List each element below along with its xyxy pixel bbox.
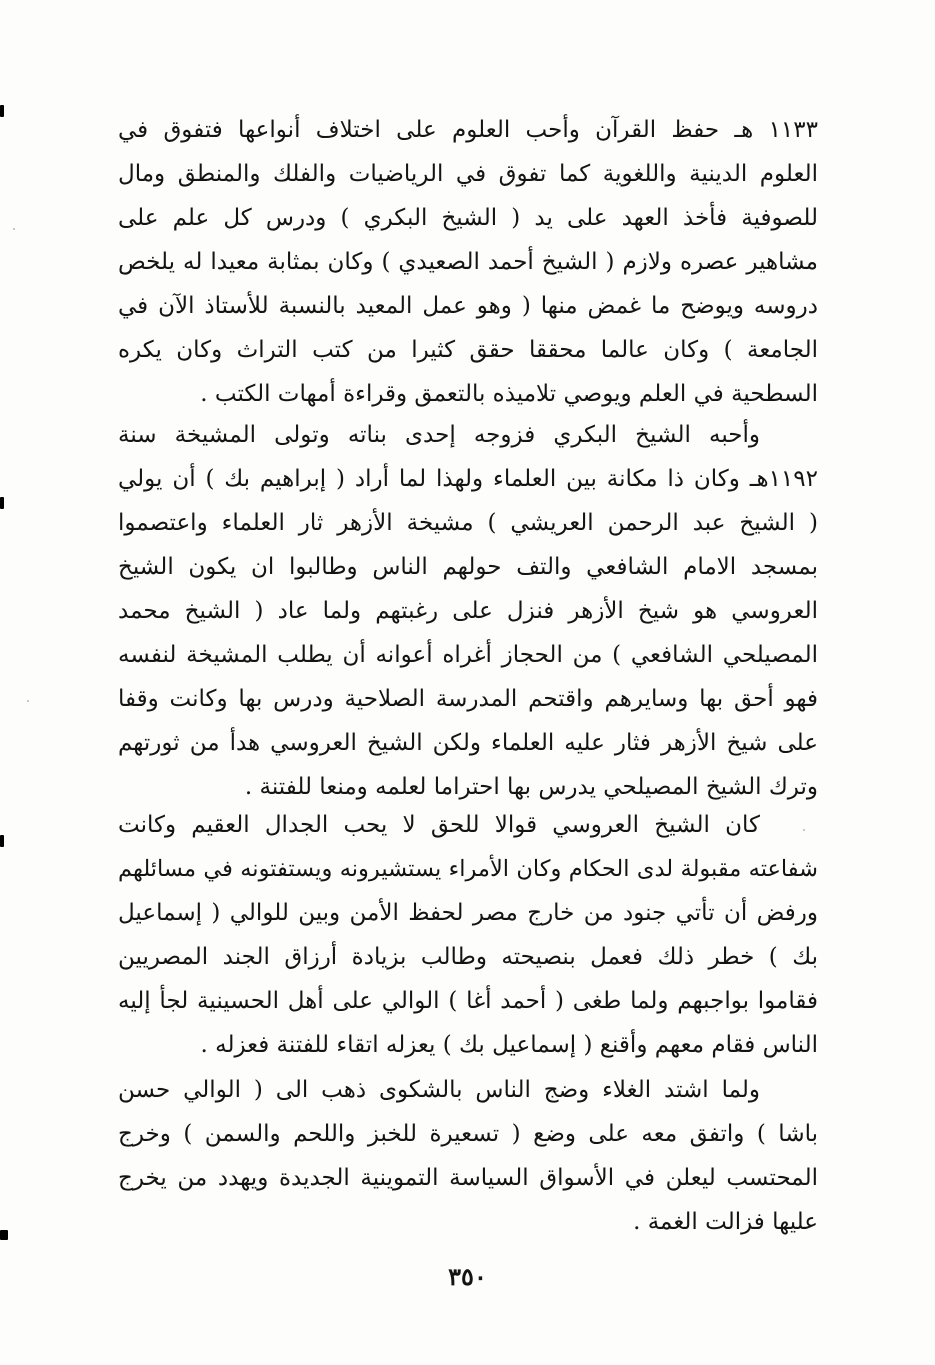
text-line: السطحية في العلم ويوصي تلاميذه بالتعمق وقراءة أمهات الكتب . — [200, 381, 818, 407]
text-line: دروسه ويوضح ما غمض منها ( وهو عمل المعيد بالنسبة للأستاذ الآن في — [118, 293, 818, 319]
edge-mark — [0, 835, 4, 847]
paragraph-1 — [118, 108, 818, 416]
text-line: وترك الشيخ المصيلحي يدرس بها احتراما لعلمه ومنعا للفتنة . — [244, 774, 818, 800]
text-line: العروسي هو شيخ الأزهر فنزل على رغبتهم ولما عاد ( الشيخ محمد — [118, 598, 818, 624]
paragraph-4 — [118, 1068, 818, 1244]
scan-speck — [13, 228, 15, 230]
text-line: المحتسب ليعلن في الأسواق السياسة التموينية الجديدة ويهدد من يخرج — [118, 1165, 818, 1191]
scan-speck — [27, 700, 29, 702]
edge-mark — [0, 497, 4, 509]
text-line: عليها فزالت الغمة . — [633, 1209, 818, 1235]
text-line: ١١٩٢هـ وكان ذا مكانة بين العلماء ولهذا لما أراد ( إبراهيم بك ) أن يولي — [118, 466, 818, 492]
text-line: بمسجد الامام الشافعي والتف حولهم الناس وطالبوا ان يكون الشيخ — [118, 554, 818, 580]
text-line: الناس فقام معهم وأقنع ( إسماعيل بك ) يعزله اتقاء للفتنة فعزله . — [200, 1032, 818, 1058]
paragraph-3 — [118, 803, 818, 1067]
text-line: للصوفية فأخذ العهد على يد ( الشيخ البكري ) ودرس كل علم على — [118, 205, 818, 231]
text-line: باشا ) واتفق معه على وضع ( تسعيرة للخبز واللحم والسمن ) وخرج — [118, 1121, 818, 1147]
edge-mark — [0, 1230, 8, 1240]
text-line: العلوم الدينية واللغوية كما تفوق في الرياضيات والفلك والمنطق ومال — [118, 161, 818, 187]
text-line: مشاهير عصره ولازم ( الشيخ أحمد الصعيدي ) وكان بمثابة معيدا له يلخص — [118, 249, 818, 275]
text-line: ولما اشتد الغلاء وضج الناس بالشكوى ذهب الى ( الوالي حسن — [118, 1077, 760, 1103]
text-line: المصيلحي الشافعي ) من الحجاز أغراه أعوانه أن يطلب المشيخة لنفسه — [118, 642, 818, 668]
paragraph-2 — [118, 413, 818, 809]
page-number: ٣٥٠ — [448, 1262, 487, 1291]
text-line: شفاعته مقبولة لدى الحكام وكان الأمراء يستشيرونه ويستفتونه في مسائلهم — [118, 856, 818, 882]
text-line: ورفض أن تأتي جنود من خارج مصر لحفظ الأمن وبين للوالي ( إسماعيل — [118, 900, 818, 926]
text-line: فقاموا بواجبهم ولما طغى ( أحمد أغا ) الوالي على أهل الحسينية لجأ إليه — [118, 988, 818, 1014]
text-line: ( الشيخ عبد الرحمن العريشي ) مشيخة الأزهر ثار العلماء واعتصموا — [118, 510, 818, 536]
text-line: فهو أحق بها وسايرهم واقتحم المدرسة الصلاحية ودرس بها وكانت وقفا — [118, 686, 818, 712]
text-line: وأحبه الشيخ البكري فزوجه إحدى بناته وتولى المشيخة سنة — [118, 422, 760, 448]
text-line: كان الشيخ العروسي قوالا للحق لا يحب الجدال العقيم وكانت — [118, 812, 760, 838]
text-line: ١١٣٣ هـ حفظ القرآن وأحب العلوم على اختلاف أنواعها فتفوق في — [118, 117, 818, 143]
text-line: الجامعة ) وكان عالما محققا حقق كثيرا من كتب التراث وكان يكره — [118, 337, 818, 363]
text-line: على شيخ الأزهر فثار عليه العلماء ولكن الشيخ العروسي هدأ من ثورتهم — [118, 730, 818, 756]
text-line: بك ) خطر ذلك فعمل بنصيحته وطالب بزيادة أرزاق الجند المصريين — [118, 944, 818, 970]
edge-mark — [0, 105, 4, 117]
